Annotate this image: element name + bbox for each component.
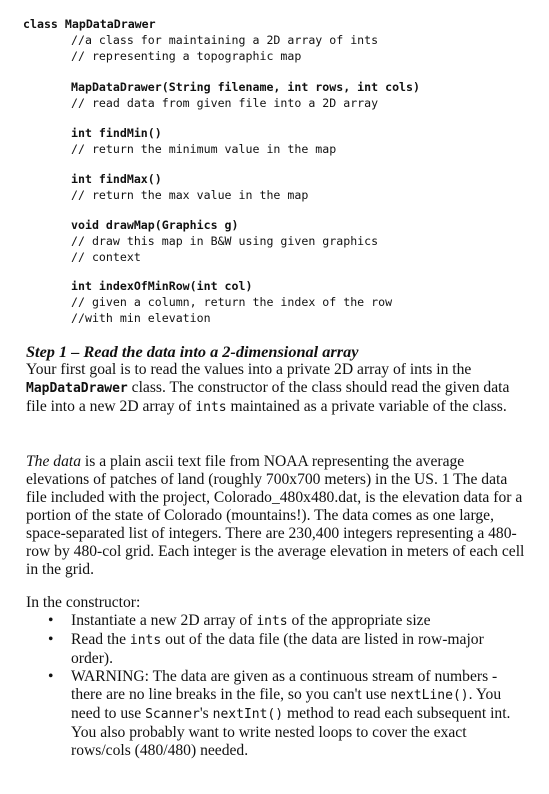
list-item — [26, 668, 526, 760]
code-comment: // representing a topographic map — [71, 49, 302, 63]
inline-code: ints — [129, 633, 162, 648]
bullet-icon: • — [48, 612, 54, 629]
inline-code: nextLine() — [390, 688, 469, 703]
text-run: class. The constructor of the class should read the given data file into a new 2D array of — [26, 379, 510, 415]
text-run: Instantiate a new 2D array of — [71, 612, 257, 629]
data-paragraph — [26, 453, 526, 579]
data-lead-italic: The data — [26, 453, 82, 470]
findmax-signature: int findMax() — [71, 172, 162, 186]
text-run: . You need to use — [71, 686, 502, 722]
text-run: Your first goal is to read the values into a private 2D array of ints in the — [26, 361, 472, 378]
inline-code: nextInt() — [212, 707, 284, 722]
code-comment: // given a column, return the index of the row — [71, 295, 393, 309]
indexofminrow-signature: int indexOfMinRow(int col) — [71, 279, 253, 293]
inline-code: Scanner — [145, 707, 200, 722]
constructor-signature: MapDataDrawer(String filename, int rows, int cols) — [71, 80, 421, 94]
code-comment: // return the minimum value in the map — [71, 142, 337, 156]
code-comment: // read data from given file into a 2D array — [71, 96, 379, 110]
text-run: method to read each subsequent int. You also probably want to write nested loops to cover the exact rows/cols (480/480) needed. — [71, 705, 511, 759]
code-comment: // draw this map in B&W using given graphics — [71, 234, 379, 248]
text-run: out of the data file (the data are listed in row-major order). — [71, 631, 484, 667]
inline-code: ints — [256, 614, 288, 629]
class-name-code: MapDataDrawer — [26, 381, 128, 396]
text-run: is a plain ascii text file from NOAA representing the average elevations of patches of land (roughly 700x700 meters) in the US. 1 The data file included with the project, Colorado_480x480.dat, is the elevation data for a portion of the state of Colorado (mountains!). The data comes as one large, space-separated list of integers. There are 230,400 integers representing a 480-row by 480-col grid. Each integer is the average elevation in meters of each cell in the grid. — [26, 453, 525, 578]
text-run: Read the — [71, 631, 130, 648]
bullet-icon: • — [48, 668, 54, 685]
step1-paragraph — [26, 361, 526, 417]
findmin-signature: int findMin() — [71, 126, 162, 140]
class-declaration: class MapDataDrawer — [23, 17, 156, 31]
step1-heading: Step 1 – Read the data into a 2-dimensional array — [26, 342, 359, 361]
text-run: maintained as a private variable of the class. — [226, 398, 507, 415]
text-run: of the appropriate size — [287, 612, 431, 629]
constructor-steps-list — [26, 612, 526, 760]
code-listing — [0, 0, 549, 352]
inline-code: ints — [195, 400, 227, 415]
code-comment: //with min elevation — [71, 311, 211, 325]
list-item — [26, 612, 526, 631]
text-run: WARNING: The data are given as a continuous stream of numbers - there are no line breaks in the file, so you can't use — [71, 668, 498, 703]
code-comment: //a class for maintaining a 2D array of ints — [71, 33, 379, 47]
list-item — [26, 631, 526, 668]
code-comment: // return the max value in the map — [71, 188, 309, 202]
text-run: 's — [199, 705, 213, 722]
drawmap-signature: void drawMap(Graphics g) — [71, 218, 239, 232]
bullet-icon: • — [48, 631, 54, 648]
constructor-intro: In the constructor: — [26, 594, 141, 611]
code-comment: // context — [71, 250, 141, 264]
